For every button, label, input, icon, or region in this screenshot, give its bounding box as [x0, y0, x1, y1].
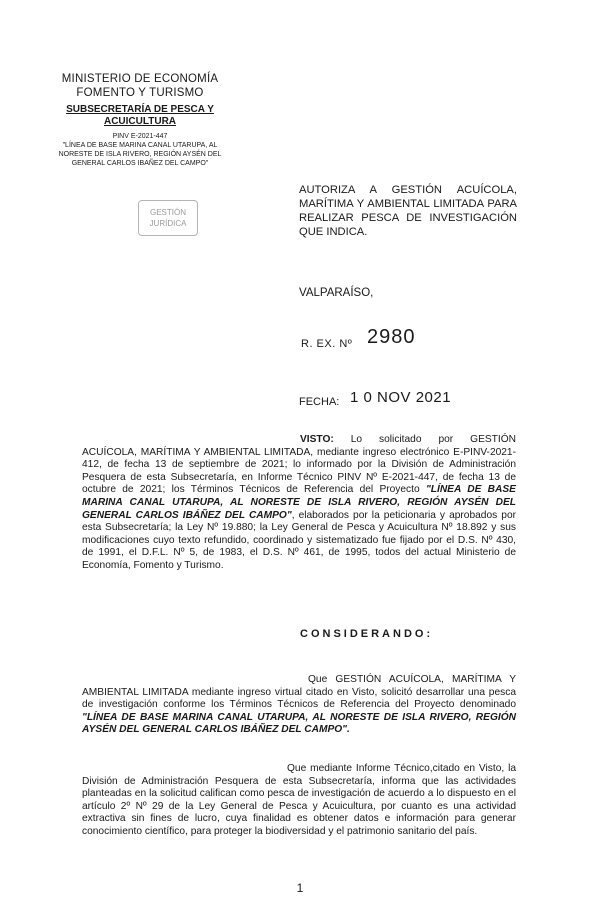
project-ref-line3: GENERAL CARLOS IBAÑEZ DEL CAMPO": [71, 160, 209, 167]
project-ref-line2: NORESTE DE ISLA RIVERO, REGIÓN AYSÉN DEL: [58, 151, 222, 158]
considerando-1-project-name: "LÍNEA DE BASE MARINA CANAL UTARUPA, AL NORESTE DE ISLA RIVERO, REGIÓN AYSÉN DEL GENERAL CARLOS IBÁÑEZ DEL CAMPO".: [82, 711, 516, 736]
resolution-number: 2980: [367, 326, 416, 348]
visto-text-a: Lo solicitado por GESTIÓN ACUÍCOLA, MARÍTIMA Y AMBIENTAL LIMITADA, mediante ingreso electrónico E-PINV-2021-412, de fecha 13 de septiembre de 2021; lo informado por la División de Administración Pesquera de esta Subsecretaría, en Informe Técnico PINV Nº E-2021-447, de fecha 13 de octubre de 2021; los Términos Técnicos de Referencia del Proyecto: [82, 434, 516, 496]
visto-project-name: "LÍNEA DE BASE MARINA CANAL UTARUPA, AL NORESTE DE ISLA RIVERO, REGIÓN AYSÉN DEL GENERAL CARLOS IBÁÑEZ DEL CAMPO": [82, 484, 516, 521]
legal-stamp: [138, 200, 198, 236]
stamp-line1: GESTIÓN: [149, 208, 186, 217]
pinv-reference: PINV E-2021-447: [112, 133, 168, 140]
considerando-1-text-a: Que GESTIÓN ACUÍCOLA, MARÍTIMA Y AMBIENTAL LIMITADA mediante ingreso virtual citado en Visto, solicitó desarrollar una pesca de investigación conforme los Términos Técnicos de Referencia del Proyecto denominado: [82, 674, 516, 711]
ministry-name-line1: MINISTERIO DE ECONOMÍA: [61, 73, 219, 85]
considerando-paragraph-2: Que mediante Informe Técnico,citado en Visto, la División de Administración Pesquera de esta Subsecretaría, informa que las actividades planteadas en la solicitud califican como pesca de investigación de acuerdo a lo dispuesto en el artículo 2º Nº 29 de la Ley General de Pesca y Acuicultura, por cuanto es una actividad extractiva sin fines de lucro, cuya finalidad es obtener datos e información para generar conocimiento científico, para proteger la biodiversidad y el patrimonio sanitario del país.: [82, 763, 516, 837]
subsecretaria-line1: SUBSECRETARÍA DE PESCA Y: [66, 104, 214, 115]
visto-label: VISTO:: [300, 434, 334, 445]
resolution-title: AUTORIZA A GESTIÓN ACUÍCOLA, MARÍTIMA Y AMBIENTAL LIMITADA PARA REALIZAR PESCA DE INVESTIGACIÓN QUE INDICA.: [299, 184, 517, 238]
page-number: 1: [296, 881, 304, 895]
subsecretaria-line2: ACUICULTURA: [103, 116, 177, 127]
date-label: FECHA:: [299, 396, 340, 408]
visto-text-b: , elaborados por la peticionaria y aprobados por esta Subsecretaría; la Ley Nº 19.880; la Ley General de Pesca y Acuicultura Nº 18.892 y sus modificaciones cuyo texto refundido, coordinado y sistematizado fue fijado por el D.S. Nº 430, de 1991, el D.F.L. Nº 5, de 1983, el D.S. Nº 461, de 1995, todos del actual Ministerio de Economía, Fomento y Turismo.: [82, 509, 516, 571]
ministry-name-line2: FOMENTO Y TURISMO: [76, 87, 204, 99]
considerando-heading: CONSIDERANDO:: [300, 628, 434, 640]
resolution-number-label: R. EX. Nº: [301, 338, 353, 350]
letterhead: [40, 72, 240, 168]
stamp-line2: JURÍDICA: [149, 219, 187, 228]
visto-paragraph: [82, 434, 516, 573]
date-value: 1 0 NOV 2021: [350, 389, 452, 406]
project-ref-line1: "LÍNEA DE BASE MARINA CANAL UTARUPA, AL: [62, 142, 218, 149]
place: VALPARAÍSO,: [299, 287, 374, 299]
considerando-paragraph-1: [82, 674, 516, 737]
